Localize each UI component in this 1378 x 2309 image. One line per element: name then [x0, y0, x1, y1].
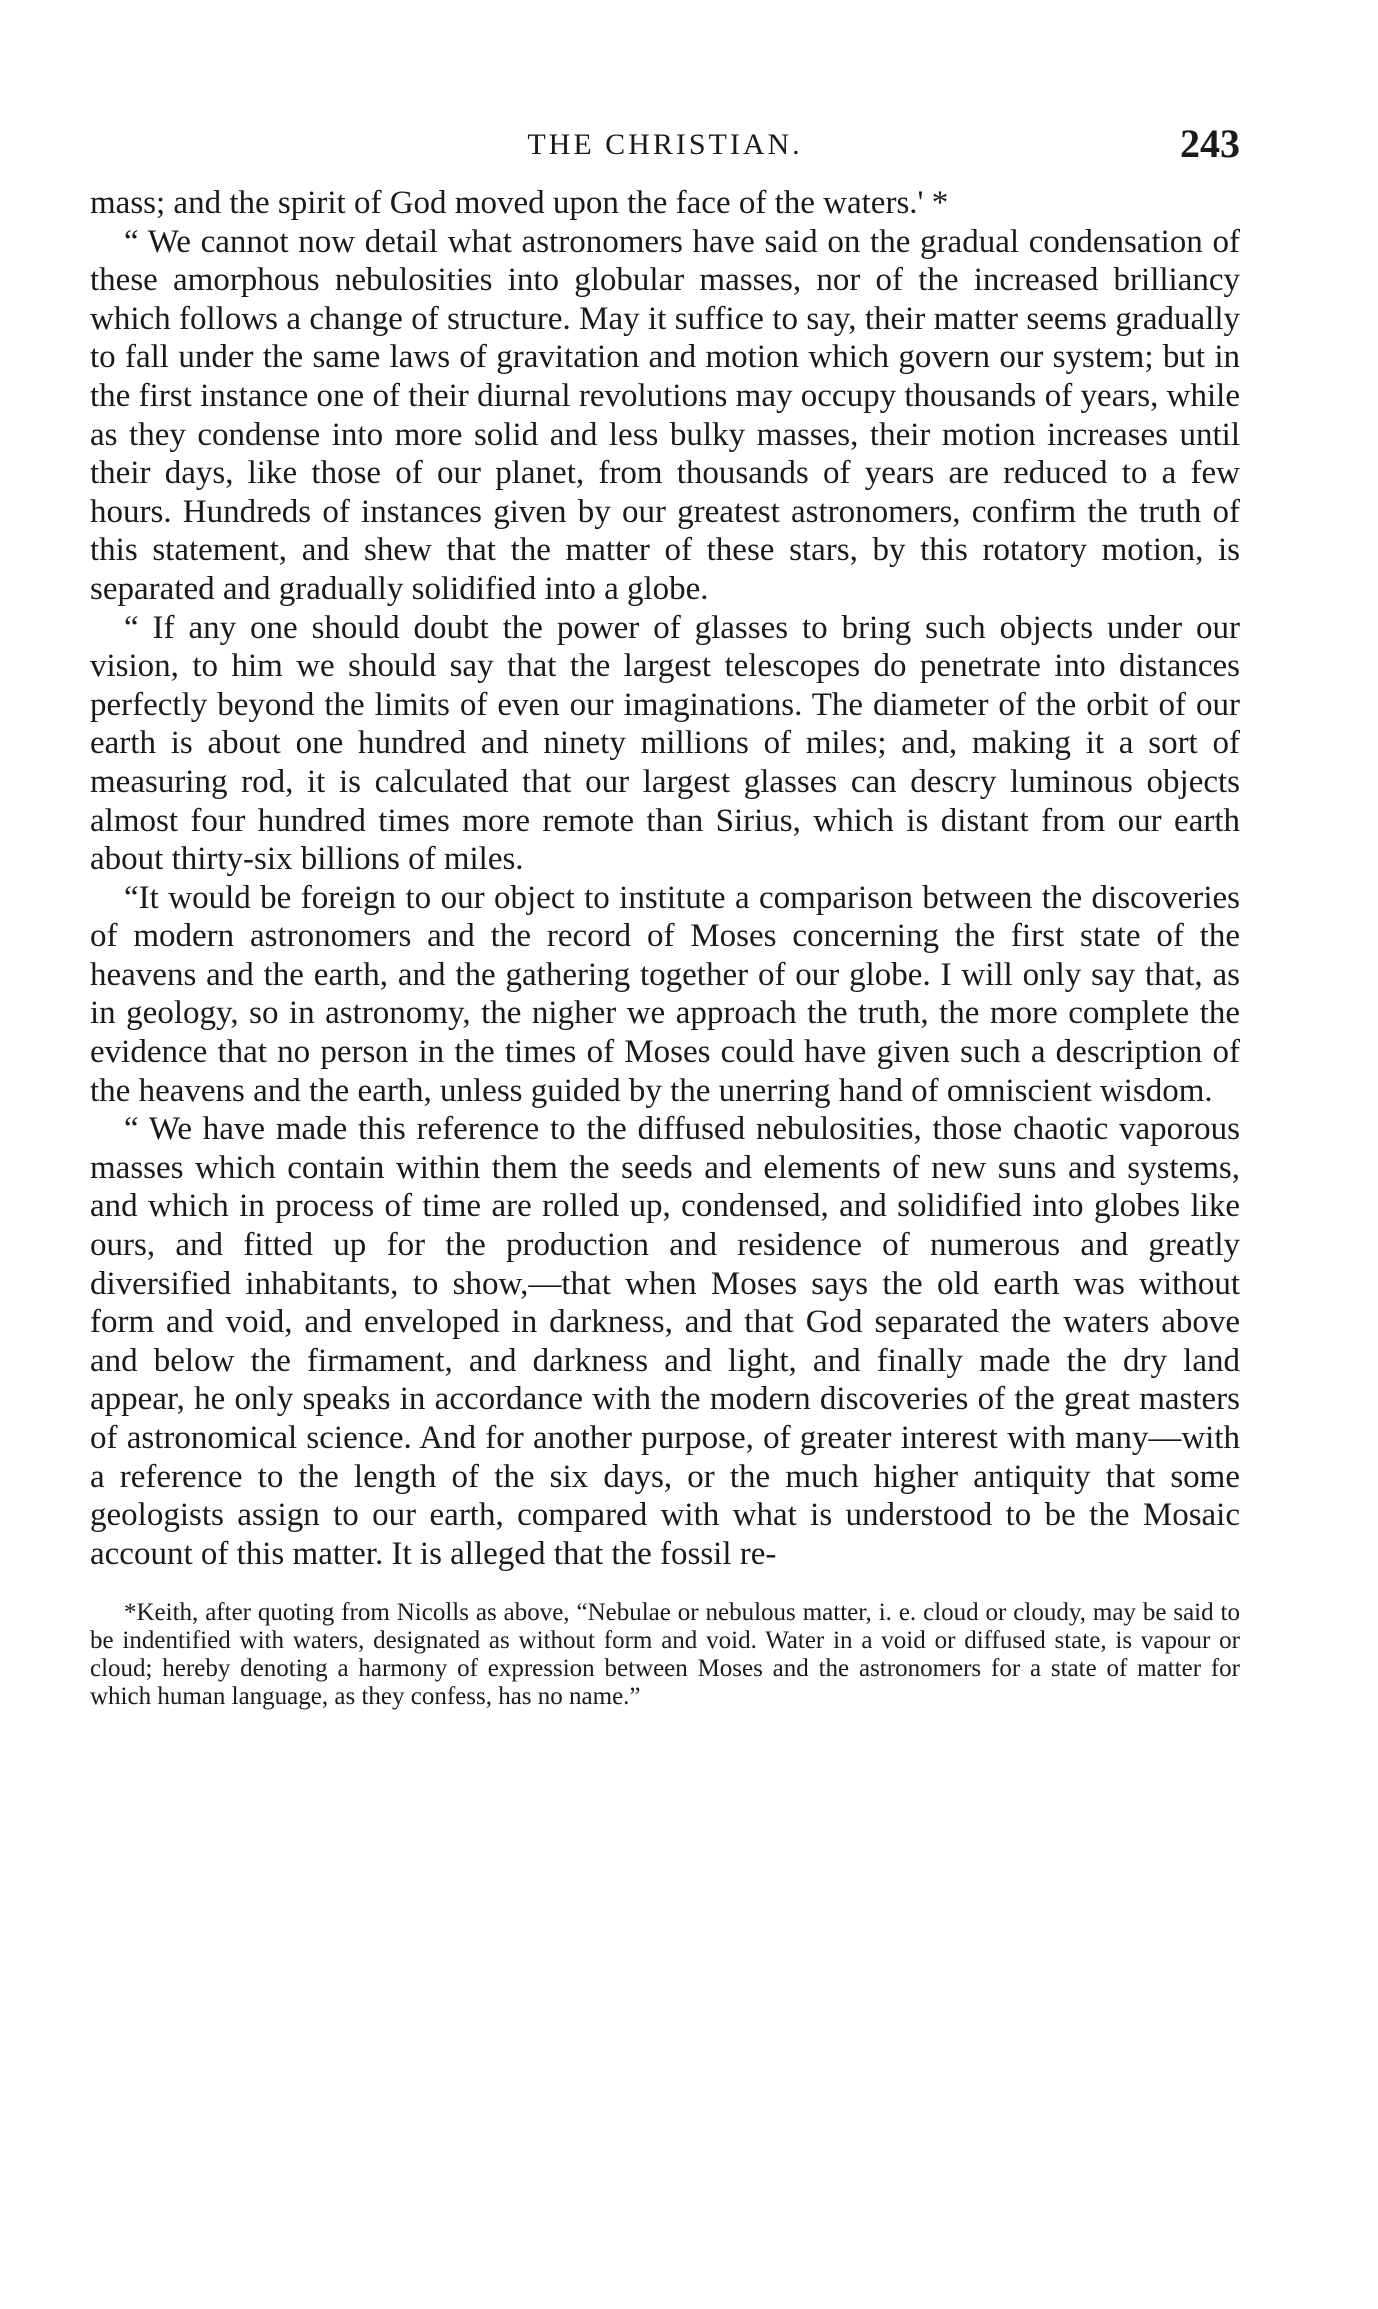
paragraph-nebulosities: “ We cannot now detail what astronomers have said on the gradual condensation of these amorphous nebulosities into globular masses, nor of the increased brilliancy which follows a change of structure. May it suffice to say, their matter seems gradually to fall under the same laws of gravitation and motion which govern our system; but in the first instance one of their diurnal revolutions may occupy thousands of years, while as they condense into more solid and less bulky masses, their motion increases until their days, like those of our planet, from thousands of years are reduced to a few hours. Hundreds of instances given by our greatest astronomers, confirm the truth of this statement, and shew that the matter of these stars, by this rotatory motion, is separated and gradually solidified into a globe.: [90, 223, 1240, 607]
paragraph-continuation: mass; and the spirit of God moved upon the face of the waters.' *: [90, 185, 949, 221]
footnote: [90, 1599, 1240, 1711]
paragraph-diffused-nebulosities: “ We have made this reference to the diffused nebulosities, those chaotic vaporous masses which contain within them the seeds and elements of new suns and systems, and which in process of time are rolled up, condensed, and solidified into globes like ours, and fitted up for the production and residence of numerous and greatly diversified inhabitants, to show,—that when Moses says the old earth was without form and void, and enveloped in darkness, and that God separated the waters above and below the firmament, and darkness and light, and finally made the dry land appear, he only speaks in accordance with the modern discoveries of the great masters of astronomical science. And for another purpose, of greater interest with many—with a reference to the length of the six days, or the much higher antiquity that some geologists assign to our earth, compared with what is understood to be the Mosaic account of this matter. It is alleged that the fossil re-: [90, 1111, 1240, 1572]
running-head: [90, 120, 1240, 170]
running-title: THE CHRISTIAN.: [527, 128, 803, 161]
book-page: [90, 120, 1240, 1711]
paragraph-moses-comparison: “It would be foreign to our object to institute a comparison between the discoveries of modern astronomers and the record of Moses concerning the first state of the heavens and the earth, and the gathering together of our globe. I will only say that, as in geology, so in astronomy, the nigher we approach the truth, the more complete the evidence that no person in the times of Moses could have given such a description of the heavens and the earth, unless guided by the unerring hand of omniscient wisdom.: [90, 879, 1240, 1109]
page-number: 243: [1180, 121, 1240, 166]
footnote-text: *Keith, after quoting from Nicolls as above, “Nebulae or nebulous matter, i. e. cloud or cloudy, may be said to be indentified with waters, designated as without form and void. Water in a void or diffused state, is vapour or cloud; hereby denoting a harmony of expression between Moses and the astronomers for a state of matter for which human language, as they confess, has no name.”: [90, 1599, 1240, 1711]
body-text: [90, 184, 1240, 1573]
paragraph-telescopes: “ If any one should doubt the power of glasses to bring such objects under our vision, to him we should say that the largest telescopes do penetrate into distances perfectly beyond the limits of even our imaginations. The diameter of the orbit of our earth is about one hundred and ninety millions of miles; and, making it a sort of measuring rod, it is calculated that our largest glasses can descry luminous objects almost four hundred times more remote than Sirius, which is distant from our earth about thirty-six billions of miles.: [90, 609, 1240, 878]
